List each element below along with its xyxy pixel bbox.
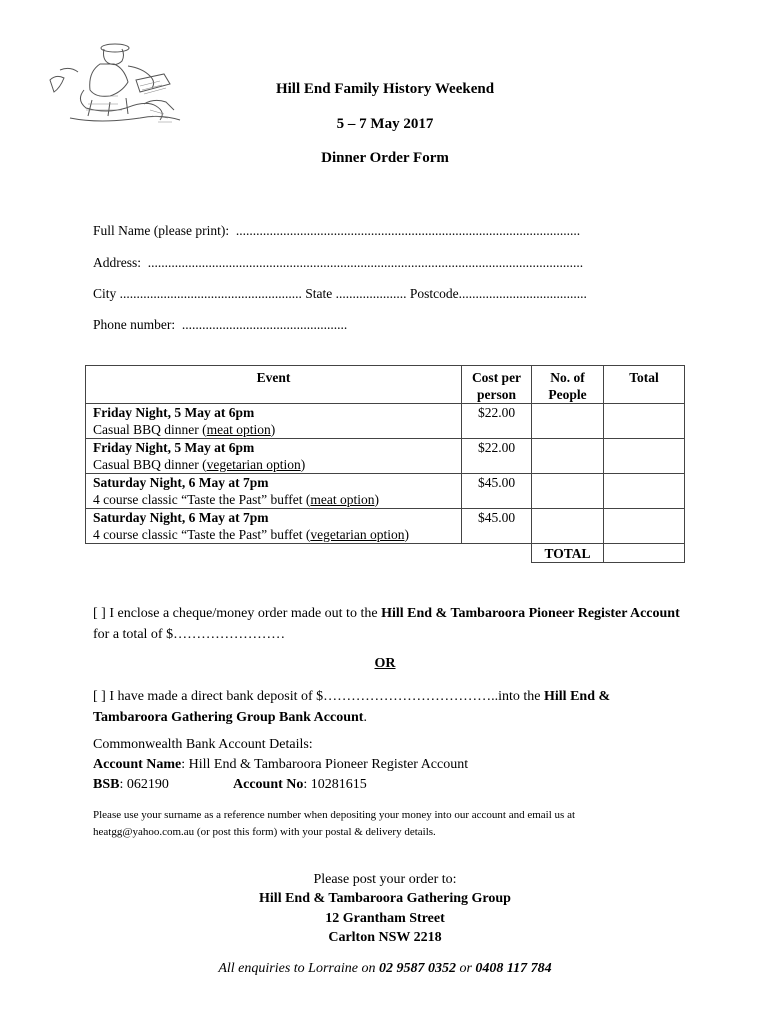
event-title: Saturday Night, 6 May at 7pm <box>93 510 269 525</box>
people-header-line2: People <box>548 387 587 402</box>
people-cell[interactable] <box>532 474 604 509</box>
state-field[interactable]: State ..................... <box>301 286 407 301</box>
bsb-value: : 062190 <box>119 777 169 792</box>
event-title: Friday Night, 5 May at 6pm <box>93 440 255 455</box>
cheque-total-text: for a total of $…………………… <box>93 627 286 642</box>
event-desc: Casual BBQ dinner (meat option) <box>93 422 276 437</box>
post-intro: Please post your order to: <box>313 872 457 887</box>
city-state-postcode-line <box>93 286 587 302</box>
total-label: TOTAL <box>532 544 604 563</box>
deposit-text: [ ] I have made a direct bank deposit of $………………………………..into the <box>93 689 545 704</box>
deposit-account-name: Hill End & Tambaroora Gathering Group Bank Account <box>93 689 611 725</box>
event-header: Event <box>86 366 462 404</box>
table-header-row <box>86 366 685 404</box>
phone-number-1[interactable]: 02 9587 0352 <box>378 961 456 976</box>
post-street: 12 Grantham Street <box>325 911 445 926</box>
post-city: Carlton NSW 2218 <box>328 930 442 945</box>
bsb-label: BSB <box>93 777 120 792</box>
event-title: Saturday Night, 6 May at 7pm <box>93 475 269 490</box>
city-field[interactable]: City ...................................................... <box>93 286 302 301</box>
table-row <box>86 474 685 509</box>
event-desc: 4 course classic “Taste the Past” buffet (meat option) <box>93 492 379 507</box>
event-cell <box>86 509 462 544</box>
cost-header-line2: person <box>476 387 516 402</box>
event-title: Friday Night, 5 May at 6pm <box>93 405 255 420</box>
account-no-label: Account No <box>233 777 304 792</box>
postcode-field[interactable]: Postcode...................................... <box>406 286 587 301</box>
cost-header <box>462 366 532 404</box>
bank-heading: Commonwealth Bank Account Details: <box>93 737 313 752</box>
people-header-line1: No. of <box>550 370 585 385</box>
account-no-value: : 10281615 <box>303 777 367 792</box>
order-table <box>85 365 685 563</box>
event-dates: 5 – 7 May 2017 <box>336 116 434 132</box>
cost-cell: $45.00 <box>462 474 532 509</box>
reference-note: Please use your surname as a reference number when depositing your money into our account and email us at heatgg@yahoo.com.au (or post this form) with your postal & delivery details. <box>93 809 576 838</box>
event-desc: Casual BBQ dinner (vegetarian option) <box>93 457 306 472</box>
event-cell <box>86 439 462 474</box>
account-no-line <box>233 777 367 793</box>
cheque-account-name: Hill End & Tambaroora Pioneer Register Account <box>381 606 680 621</box>
grand-total-cell[interactable] <box>604 544 685 563</box>
cost-header-line1: Cost per <box>471 370 522 385</box>
event-desc: 4 course classic “Taste the Past” buffet (vegetarian option) <box>93 527 409 542</box>
deposit-option[interactable]: [ ] I have made a direct bank deposit of $………………………………..into the Hill End & Tambaroora Gathering Group Bank Account. <box>93 689 611 725</box>
enquiries-line: All enquiries to Lorraine on 02 9587 0352 or 0408 117 784 <box>218 961 552 976</box>
cost-cell: $22.00 <box>462 404 532 439</box>
total-cell[interactable] <box>604 509 685 544</box>
table-row <box>86 509 685 544</box>
post-org: Hill End & Tambaroora Gathering Group <box>259 891 511 906</box>
account-name-line <box>93 757 468 773</box>
full-name-field[interactable]: Full Name (please print): ...................................................................................................... <box>93 223 581 238</box>
cheque-text: [ ] I enclose a cheque/money order made out to the <box>93 606 382 621</box>
people-cell[interactable] <box>532 404 604 439</box>
table-row <box>86 404 685 439</box>
cost-cell: $45.00 <box>462 509 532 544</box>
people-cell[interactable] <box>532 439 604 474</box>
account-name-label: Account Name <box>93 757 182 772</box>
total-row <box>86 544 685 563</box>
form-subtitle: Dinner Order Form <box>321 150 449 166</box>
or-divider: OR <box>374 656 396 671</box>
phone-field[interactable]: Phone number: ................................................. <box>93 317 348 332</box>
total-cell[interactable] <box>604 474 685 509</box>
address-field[interactable]: Address: ................................................................................................................................. <box>93 255 584 270</box>
total-cell[interactable] <box>604 404 685 439</box>
bsb-line <box>93 777 169 793</box>
phone-number-2[interactable]: 0408 117 784 <box>475 961 552 976</box>
account-name-value: : Hill End & Tambaroora Pioneer Register Account <box>181 757 469 772</box>
total-header: Total <box>604 366 685 404</box>
form-title: Hill End Family History Weekend <box>275 81 495 97</box>
event-cell <box>86 404 462 439</box>
total-cell[interactable] <box>604 439 685 474</box>
people-cell[interactable] <box>532 509 604 544</box>
people-header <box>532 366 604 404</box>
table-row <box>86 439 685 474</box>
event-cell <box>86 474 462 509</box>
cost-cell: $22.00 <box>462 439 532 474</box>
cheque-option[interactable] <box>93 603 683 645</box>
